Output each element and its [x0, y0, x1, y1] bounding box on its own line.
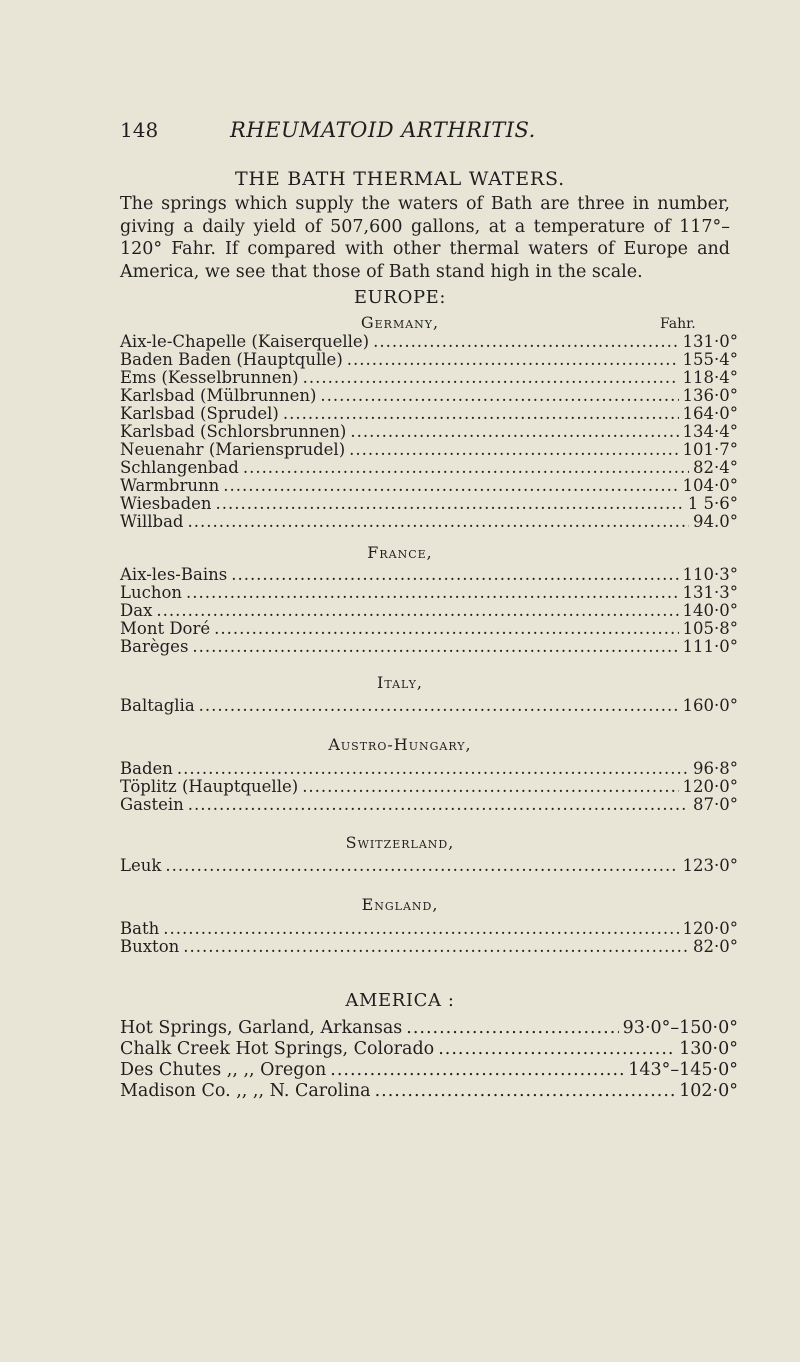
dot-leader — [177, 760, 689, 778]
temperature-value: 102·0° — [679, 1081, 738, 1101]
spring-name: Karlsbad (Schlorsbrunnen) — [120, 422, 347, 441]
table-row — [120, 513, 738, 531]
page-number: 148 — [120, 118, 159, 142]
spring-name: Hot Springs, Garland, Arkansas — [120, 1018, 403, 1038]
temperature-value: 131·0° — [682, 332, 738, 351]
table-row — [120, 938, 738, 956]
table-row — [120, 1018, 738, 1039]
spring-name: Bath — [120, 919, 160, 938]
table-row — [120, 495, 738, 513]
spring-name: Aix-le-Chapelle (Kaiserquelle) — [120, 332, 370, 351]
dot-leader — [243, 459, 689, 477]
spring-name: Karlsbad (Sprudel) — [120, 404, 279, 423]
dot-leader — [373, 333, 678, 351]
dot-leader — [375, 1081, 676, 1102]
temperature-value: 136·0° — [682, 386, 738, 405]
france-list — [120, 566, 738, 656]
spring-name: Willbad — [120, 512, 184, 531]
temperature-value: 120·0° — [682, 777, 738, 796]
spring-name: Neuenahr (Mariensprudel) — [120, 440, 346, 459]
dot-leader — [165, 857, 678, 875]
temperature-value: 143°–145·0° — [628, 1060, 738, 1080]
temperature-value: 82·0° — [693, 937, 738, 956]
temperature-value: 94.0° — [693, 512, 738, 531]
table-row — [120, 441, 738, 459]
dot-leader — [302, 778, 678, 796]
austro-hungary-heading: Austro-Hungary, — [328, 735, 472, 754]
austro-hungary-list — [120, 760, 738, 814]
temperature-value: 111·0° — [682, 637, 738, 656]
temperature-value: 110·3° — [682, 565, 738, 584]
switzerland-heading: Switzerland, — [345, 833, 455, 852]
europe-heading: EUROPE: — [353, 287, 447, 308]
dot-leader — [214, 620, 678, 638]
temperature-value: 104·0° — [682, 476, 738, 495]
dot-leader — [223, 477, 678, 495]
switzerland-list — [120, 857, 738, 875]
temperature-value: 164·0° — [682, 404, 738, 423]
dot-leader — [156, 602, 678, 620]
table-row — [120, 1081, 738, 1102]
table-row — [120, 333, 738, 351]
spring-name: Baden — [120, 759, 173, 778]
dot-leader — [350, 423, 678, 441]
temperature-value: 130·0° — [679, 1039, 738, 1059]
spring-name: Wiesbaden — [120, 494, 212, 513]
table-row — [120, 778, 738, 796]
table-row — [120, 459, 738, 477]
temperature-value: 118·4° — [682, 368, 738, 387]
dot-leader — [283, 405, 679, 423]
temperature-value: 120·0° — [682, 919, 738, 938]
table-row — [120, 405, 738, 423]
dot-leader — [330, 1060, 624, 1081]
spring-name: Dax — [120, 601, 153, 620]
dot-leader — [438, 1039, 675, 1060]
dot-leader — [199, 697, 679, 715]
dot-leader — [183, 938, 689, 956]
dot-leader — [349, 441, 678, 459]
running-title: RHEUMATOID ARTHRITIS. — [230, 118, 536, 142]
dot-leader — [303, 369, 679, 387]
spring-name: Barèges — [120, 637, 189, 656]
dot-leader — [163, 920, 678, 938]
spring-name: Buxton — [120, 937, 180, 956]
table-row — [120, 697, 738, 715]
table-row — [120, 796, 738, 814]
temperature-value: 82·4° — [693, 458, 738, 477]
germany-heading: Germany, — [360, 313, 440, 332]
table-row — [120, 602, 738, 620]
france-heading: France, — [367, 543, 433, 562]
page-title: THE BATH THERMAL WATERS. — [234, 168, 566, 190]
spring-name: Luchon — [120, 583, 183, 602]
table-row — [120, 423, 738, 441]
temperature-value: 160·0° — [682, 696, 738, 715]
temperature-value: 155·4° — [682, 350, 738, 369]
temperature-value: 101·7° — [682, 440, 738, 459]
spring-name: Baden Baden (Hauptqulle) — [120, 350, 343, 369]
england-list — [120, 920, 738, 956]
table-row — [120, 477, 738, 495]
intro-paragraph: The springs which supply the waters of Bath are three in number, giving a daily yield of 507,600 gallons, at a temperature of 117°–120° Fahr. If compared with other thermal waters of Europe and America, we see that those of Bath stand high in the scale. — [120, 194, 730, 282]
italy-list — [120, 697, 738, 715]
dot-leader — [192, 638, 678, 656]
table-row — [120, 760, 738, 778]
temperature-value: 131·3° — [682, 583, 738, 602]
dot-leader — [187, 513, 689, 531]
spring-name: Mont Doré — [120, 619, 211, 638]
table-row — [120, 920, 738, 938]
germany-list — [120, 333, 738, 531]
table-row — [120, 369, 738, 387]
table-row — [120, 351, 738, 369]
dot-leader — [231, 566, 678, 584]
spring-name: Gastein — [120, 795, 184, 814]
england-heading: England, — [361, 895, 439, 914]
table-row — [120, 387, 738, 405]
spring-name: Töplitz (Hauptquelle) — [120, 777, 299, 796]
running-head — [95, 118, 715, 150]
temperature-value: 96·8° — [693, 759, 738, 778]
dot-leader — [188, 796, 689, 814]
table-row — [120, 566, 738, 584]
america-heading: AMERICA : — [345, 990, 455, 1011]
spring-name: Des Chutes ,, ,, Oregon — [120, 1060, 327, 1080]
spring-name: Baltaglia — [120, 696, 195, 715]
spring-name: Schlangenbad — [120, 458, 239, 477]
temperature-value: 123·0° — [682, 856, 738, 875]
spring-name: Ems (Kesselbrunnen) — [120, 368, 299, 387]
table-row — [120, 857, 738, 875]
table-row — [120, 638, 738, 656]
spring-name: Chalk Creek Hot Springs, Colorado — [120, 1039, 435, 1059]
dot-leader — [186, 584, 678, 602]
temperature-value: 140·0° — [682, 601, 738, 620]
spring-name: Madison Co. ,, ,, N. Carolina — [120, 1081, 371, 1101]
spring-name: Leuk — [120, 856, 162, 875]
temperature-value: 93·0°–150·0° — [622, 1018, 738, 1038]
table-row — [120, 1039, 738, 1060]
spring-name: Warmbrunn — [120, 476, 220, 495]
temperature-value: 105·8° — [682, 619, 738, 638]
temperature-value: 134·4° — [682, 422, 738, 441]
table-row — [120, 584, 738, 602]
dot-leader — [406, 1018, 618, 1039]
america-list — [120, 1018, 738, 1102]
table-row — [120, 1060, 738, 1081]
dot-leader — [320, 387, 678, 405]
spring-name: Aix-les-Bains — [120, 565, 228, 584]
temperature-value: 87·0° — [693, 795, 738, 814]
spring-name: Karlsbad (Mülbrunnen) — [120, 386, 317, 405]
dot-leader — [347, 351, 679, 369]
temperature-value: 1 5·6° — [687, 494, 738, 513]
dot-leader — [216, 495, 684, 513]
table-row — [120, 620, 738, 638]
fahrenheit-label: Fahr. — [660, 316, 696, 332]
italy-heading: Italy, — [377, 673, 423, 692]
